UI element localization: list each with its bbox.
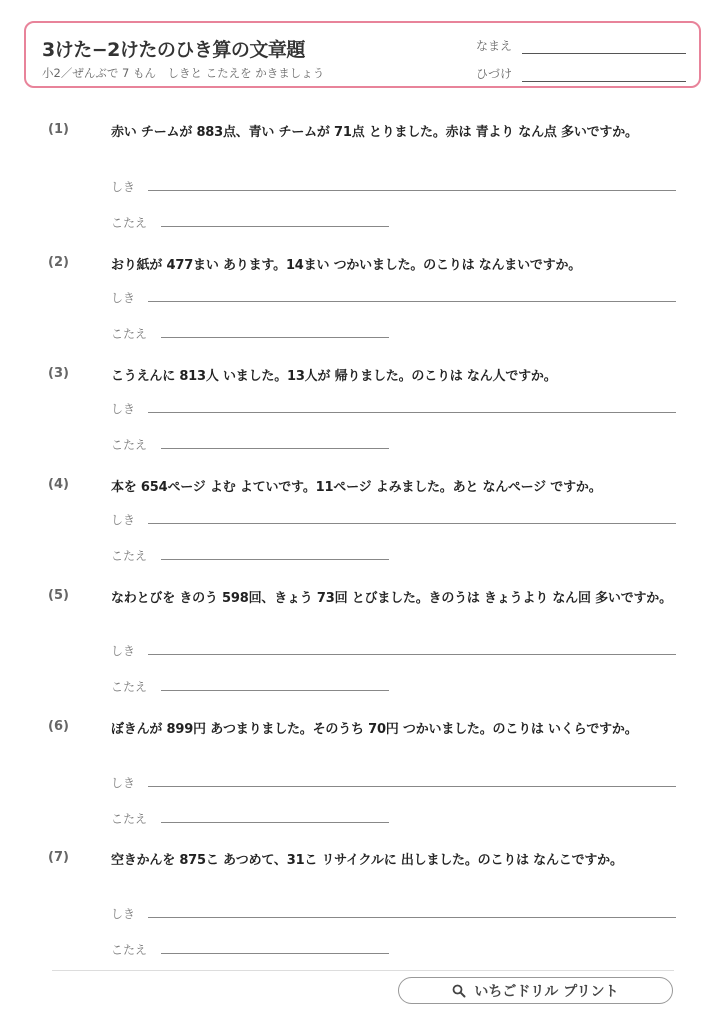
shiki-answer-line[interactable] xyxy=(148,301,676,302)
problem-text: 本を 654ページ よむ よていです。11ページ よみました。あと なんページ ですか。 xyxy=(111,480,602,495)
kotae-label: こたえ xyxy=(111,812,148,826)
shiki-label: しき xyxy=(111,513,136,527)
problem-number: (7) xyxy=(48,850,69,865)
name-field[interactable] xyxy=(522,53,686,54)
problem-number: (1) xyxy=(48,122,69,137)
brand-label: いちごドリル プリント xyxy=(474,983,619,1000)
shiki-answer-line[interactable] xyxy=(148,786,676,787)
problem-number: (4) xyxy=(48,477,69,492)
shiki-answer-line[interactable] xyxy=(148,523,676,524)
problem-text: 赤い チームが 883点、青い チームが 71点 とりました。赤は 青より なん点 多いですか。 xyxy=(111,125,638,140)
kotae-answer-line[interactable] xyxy=(161,822,389,823)
kotae-answer-line[interactable] xyxy=(161,690,389,691)
search-icon xyxy=(452,984,466,998)
shiki-answer-line[interactable] xyxy=(148,412,676,413)
kotae-answer-line[interactable] xyxy=(161,337,389,338)
problem-text: おり紙が 477まい あります。14まい つかいました。のこりは なんまいですか。 xyxy=(111,258,582,273)
kotae-label: こたえ xyxy=(111,943,148,957)
shiki-label: しき xyxy=(111,291,136,305)
shiki-label: しき xyxy=(111,776,136,790)
footer-divider xyxy=(52,970,674,971)
kotae-label: こたえ xyxy=(111,549,148,563)
worksheet-header xyxy=(24,21,701,88)
kotae-answer-line[interactable] xyxy=(161,953,389,954)
shiki-answer-line[interactable] xyxy=(148,917,676,918)
page-title: 3けた−2けたのひき算の文章題 xyxy=(42,39,305,61)
problem-number: (6) xyxy=(48,719,69,734)
kotae-label: こたえ xyxy=(111,216,148,230)
problem-text: ぼきんが 899円 あつまりました。そのうち 70円 つかいました。のこりは いくらですか。 xyxy=(111,722,638,737)
date-field[interactable] xyxy=(522,81,686,82)
problem-number: (3) xyxy=(48,366,69,381)
shiki-label: しき xyxy=(111,180,136,194)
kotae-answer-line[interactable] xyxy=(161,559,389,560)
kotae-answer-line[interactable] xyxy=(161,448,389,449)
problem-number: (2) xyxy=(48,255,69,270)
kotae-label: こたえ xyxy=(111,438,148,452)
problem-text: なわとびを きのう 598回、きょう 73回 とびました。きのうは きょうより なん回 多いですか。 xyxy=(111,591,672,606)
problem-text: こうえんに 813人 いました。13人が 帰りました。のこりは なん人ですか。 xyxy=(111,369,557,384)
shiki-label: しき xyxy=(111,644,136,658)
kotae-label: こたえ xyxy=(111,327,148,341)
kotae-answer-line[interactable] xyxy=(161,226,389,227)
kotae-label: こたえ xyxy=(111,680,148,694)
problem-number: (5) xyxy=(48,588,69,603)
shiki-answer-line[interactable] xyxy=(148,654,676,655)
shiki-label: しき xyxy=(111,907,136,921)
date-label: ひづけ xyxy=(476,67,513,81)
name-label: なまえ xyxy=(476,39,513,53)
shiki-label: しき xyxy=(111,402,136,416)
page-subtitle: 小2／ぜんぶで 7 もん しきと こたえを かきましょう xyxy=(42,66,325,80)
shiki-answer-line[interactable] xyxy=(148,190,676,191)
problem-text: 空きかんを 875こ あつめて、31こ リサイクルに 出しました。のこりは なんこですか。 xyxy=(111,853,623,868)
brand-badge[interactable] xyxy=(398,977,673,1004)
